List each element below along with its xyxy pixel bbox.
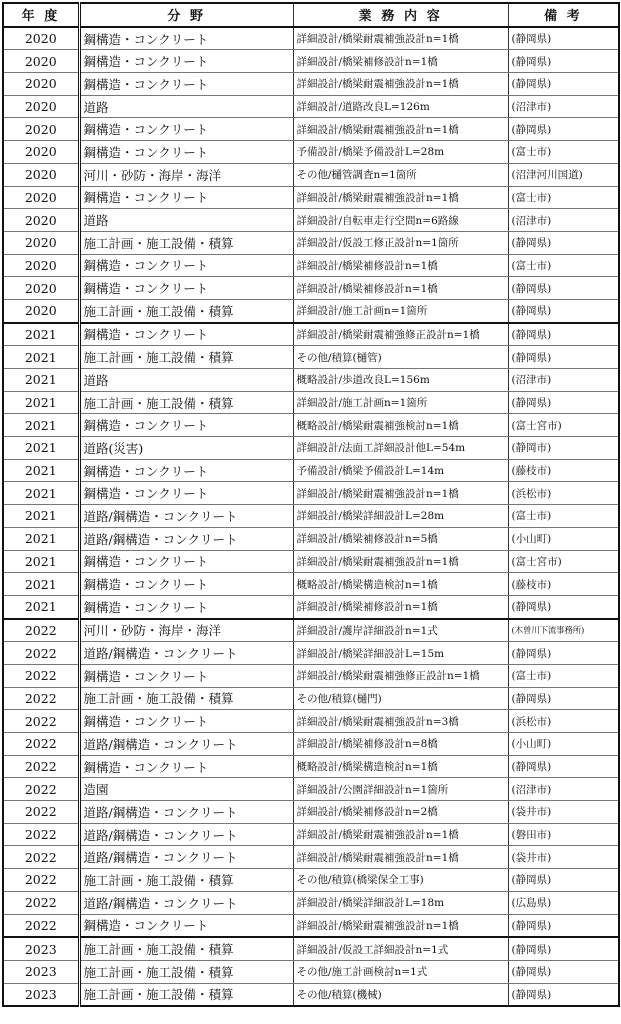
work-cell: 詳細設計/橋梁詳細設計L=18m (293, 891, 508, 914)
table-row (3, 73, 619, 96)
table-row (3, 823, 619, 846)
field-cell: 鋼構造・コンクリート (79, 755, 293, 778)
note-cell: (磐田市) (508, 823, 619, 846)
table-row (3, 186, 619, 209)
work-cell: その他/積算(機械) (293, 983, 508, 1006)
year-cell: 2022 (3, 664, 79, 687)
year-cell: 2020 (3, 186, 79, 209)
year-cell: 2022 (3, 710, 79, 733)
table-row (3, 459, 619, 482)
note-cell: (沼津市) (508, 778, 619, 801)
year-cell: 2020 (3, 50, 79, 73)
work-cell: 詳細設計/橋梁耐震補強設計n=1橋 (293, 846, 508, 869)
note-cell: (沼津市) (508, 95, 619, 118)
year-cell: 2021 (3, 391, 79, 414)
work-cell: 予備設計/橋梁予備設計L=14m (293, 459, 508, 482)
field-cell: 河川・砂防・海岸・海洋 (79, 619, 293, 642)
table-row (3, 595, 619, 618)
work-cell: 予備設計/橋梁予備設計L=28m (293, 141, 508, 164)
work-cell: 詳細設計/橋梁補修設計n=8橋 (293, 733, 508, 756)
field-cell: 道路/鋼構造・コンクリート (79, 527, 293, 550)
field-cell: 施工計画・施工設備・積算 (79, 983, 293, 1006)
table-row (3, 527, 619, 550)
year-cell: 2020 (3, 95, 79, 118)
field-cell: 道路/鋼構造・コンクリート (79, 801, 293, 824)
note-cell: (静岡県) (508, 299, 619, 322)
year-cell: 2020 (3, 254, 79, 277)
field-cell: 施工計画・施工設備・積算 (79, 391, 293, 414)
work-cell: 詳細設計/橋梁耐震補強設計n=3橋 (293, 710, 508, 733)
note-cell: (富士宮市) (508, 550, 619, 573)
note-cell: (小山町) (508, 527, 619, 550)
note-cell: (静岡県) (508, 27, 619, 50)
table-row (3, 95, 619, 118)
year-cell: 2022 (3, 823, 79, 846)
table-row (3, 323, 619, 346)
note-cell: (沼津市) (508, 209, 619, 232)
year-cell: 2021 (3, 414, 79, 437)
field-cell: 鋼構造・コンクリート (79, 459, 293, 482)
field-cell: 道路 (79, 95, 293, 118)
field-cell: 鋼構造・コンクリート (79, 323, 293, 346)
note-cell: (静岡県) (508, 73, 619, 96)
year-cell: 2021 (3, 595, 79, 618)
field-cell: 道路/鋼構造・コンクリート (79, 505, 293, 528)
table-row (3, 163, 619, 186)
table-row (3, 869, 619, 892)
field-cell: 施工計画・施工設備・積算 (79, 869, 293, 892)
note-cell: (富士市) (508, 505, 619, 528)
field-cell: 鋼構造・コンクリート (79, 550, 293, 573)
year-cell: 2023 (3, 983, 79, 1006)
work-cell: 詳細設計/施工計画n=1箇所 (293, 391, 508, 414)
year-cell: 2022 (3, 891, 79, 914)
year-cell: 2021 (3, 573, 79, 596)
work-cell: 詳細設計/橋梁耐震補強設計n=1橋 (293, 914, 508, 937)
table-row (3, 778, 619, 801)
note-cell: (静岡県) (508, 277, 619, 300)
table-row (3, 141, 619, 164)
year-cell: 2022 (3, 642, 79, 665)
table-row (3, 209, 619, 232)
year-cell: 2021 (3, 323, 79, 346)
year-cell: 2020 (3, 163, 79, 186)
work-cell: その他/樋管調査n=1箇所 (293, 163, 508, 186)
year-cell: 2020 (3, 299, 79, 322)
table-row (3, 231, 619, 254)
year-cell: 2021 (3, 346, 79, 369)
field-cell: 河川・砂防・海岸・海洋 (79, 163, 293, 186)
work-cell: 詳細設計/橋梁詳細設計L=15m (293, 642, 508, 665)
note-cell: (袋井市) (508, 846, 619, 869)
header-field: 分 野 (79, 3, 293, 27)
note-cell: (浜松市) (508, 710, 619, 733)
table-row (3, 27, 619, 50)
field-cell: 施工計画・施工設備・積算 (79, 960, 293, 983)
field-cell: 鋼構造・コンクリート (79, 118, 293, 141)
field-cell: 道路/鋼構造・コンクリート (79, 642, 293, 665)
field-cell: 鋼構造・コンクリート (79, 186, 293, 209)
year-cell: 2021 (3, 437, 79, 460)
field-cell: 造園 (79, 778, 293, 801)
work-cell: 詳細設計/橋梁耐震補強修正設計n=1橋 (293, 664, 508, 687)
table-row (3, 505, 619, 528)
year-cell: 2022 (3, 687, 79, 710)
work-cell: 詳細設計/橋梁耐震補強修正設計n=1橋 (293, 323, 508, 346)
note-cell: (静岡県) (508, 937, 619, 960)
header-work: 業 務 内 容 (293, 3, 508, 27)
note-cell: (富士市) (508, 141, 619, 164)
year-cell: 2020 (3, 27, 79, 50)
year-cell: 2020 (3, 141, 79, 164)
year-cell: 2020 (3, 277, 79, 300)
work-cell: 概略設計/橋梁構造検討n=1橋 (293, 573, 508, 596)
year-cell: 2021 (3, 505, 79, 528)
field-cell: 施工計画・施工設備・積算 (79, 231, 293, 254)
note-cell: (富士宮市) (508, 414, 619, 437)
field-cell: 鋼構造・コンクリート (79, 27, 293, 50)
note-cell: (木曽川下流事務所) (508, 619, 619, 642)
year-cell: 2023 (3, 960, 79, 983)
work-cell: 詳細設計/自転車走行空間n=6路線 (293, 209, 508, 232)
field-cell: 施工計画・施工設備・積算 (79, 299, 293, 322)
table-row (3, 937, 619, 960)
field-cell: 鋼構造・コンクリート (79, 254, 293, 277)
field-cell: 鋼構造・コンクリート (79, 573, 293, 596)
table-row (3, 619, 619, 642)
field-cell: 道路/鋼構造・コンクリート (79, 733, 293, 756)
table-row (3, 710, 619, 733)
note-cell: (静岡県) (508, 346, 619, 369)
work-cell: 詳細設計/橋梁耐震補強設計n=1橋 (293, 482, 508, 505)
year-cell: 2022 (3, 778, 79, 801)
table-row (3, 664, 619, 687)
work-cell: 詳細設計/法面工詳細設計他L=54m (293, 437, 508, 460)
note-cell: (沼津河川国道) (508, 163, 619, 186)
note-cell: (袋井市) (508, 801, 619, 824)
year-cell: 2021 (3, 369, 79, 392)
work-cell: 詳細設計/橋梁耐震補強設計n=1橋 (293, 118, 508, 141)
field-cell: 鋼構造・コンクリート (79, 277, 293, 300)
table-row (3, 50, 619, 73)
table-row (3, 573, 619, 596)
note-cell: (静岡県) (508, 642, 619, 665)
note-cell: (静岡県) (508, 391, 619, 414)
field-cell: 鋼構造・コンクリート (79, 50, 293, 73)
note-cell: (藤枝市) (508, 573, 619, 596)
work-cell: 詳細設計/公園詳細設計n=1箇所 (293, 778, 508, 801)
note-cell: (静岡県) (508, 869, 619, 892)
field-cell: 道路(災害) (79, 437, 293, 460)
table-row (3, 755, 619, 778)
work-cell: 詳細設計/橋梁耐震補強設計n=1橋 (293, 823, 508, 846)
work-cell: その他/積算(橋梁保全工事) (293, 869, 508, 892)
year-cell: 2021 (3, 527, 79, 550)
work-cell: 詳細設計/橋梁耐震補強設計n=1橋 (293, 27, 508, 50)
field-cell: 道路/鋼構造・コンクリート (79, 823, 293, 846)
work-cell: 詳細設計/橋梁補修設計n=1橋 (293, 595, 508, 618)
work-cell: 詳細設計/橋梁耐震補強設計n=1橋 (293, 186, 508, 209)
work-cell: 詳細設計/橋梁詳細設計L=28m (293, 505, 508, 528)
year-cell: 2022 (3, 733, 79, 756)
year-cell: 2020 (3, 73, 79, 96)
work-cell: その他/積算(樋門) (293, 687, 508, 710)
note-cell: (静岡県) (508, 960, 619, 983)
year-cell: 2022 (3, 755, 79, 778)
work-cell: 詳細設計/橋梁補修設計n=1橋 (293, 254, 508, 277)
note-cell: (静岡県) (508, 50, 619, 73)
note-cell: (浜松市) (508, 482, 619, 505)
record-body (3, 27, 619, 1007)
table-row (3, 550, 619, 573)
note-cell: (小山町) (508, 733, 619, 756)
work-cell: その他/積算(樋管) (293, 346, 508, 369)
work-cell: 詳細設計/橋梁補修設計n=1橋 (293, 50, 508, 73)
field-cell: 道路/鋼構造・コンクリート (79, 846, 293, 869)
table-row (3, 891, 619, 914)
work-cell: 詳細設計/施工計画n=1箇所 (293, 299, 508, 322)
table-row (3, 254, 619, 277)
work-cell: 詳細設計/橋梁補修設計n=5橋 (293, 527, 508, 550)
note-cell: (静岡市) (508, 437, 619, 460)
note-cell: (富士市) (508, 186, 619, 209)
work-cell: 詳細設計/橋梁耐震補強設計n=1橋 (293, 550, 508, 573)
note-cell: (静岡県) (508, 983, 619, 1006)
note-cell: (広島県) (508, 891, 619, 914)
header-note: 備 考 (508, 3, 619, 27)
table-row (3, 983, 619, 1006)
table-row (3, 437, 619, 460)
work-cell: 詳細設計/仮設工詳細設計n=1式 (293, 937, 508, 960)
work-cell: 概略設計/橋梁耐震補強検討n=1橋 (293, 414, 508, 437)
work-cell: 詳細設計/橋梁耐震補強設計n=1橋 (293, 73, 508, 96)
project-record-sheet (2, 2, 620, 1007)
field-cell: 鋼構造・コンクリート (79, 710, 293, 733)
field-cell: 鋼構造・コンクリート (79, 482, 293, 505)
header-year: 年 度 (3, 3, 79, 27)
note-cell: (静岡県) (508, 595, 619, 618)
header-row (3, 3, 619, 27)
work-cell: その他/施工計画検討n=1式 (293, 960, 508, 983)
table-row (3, 277, 619, 300)
year-cell: 2020 (3, 231, 79, 254)
work-cell: 詳細設計/仮設工修正設計n=1箇所 (293, 231, 508, 254)
table-row (3, 118, 619, 141)
work-cell: 詳細設計/護岸詳細設計n=1式 (293, 619, 508, 642)
table-row (3, 346, 619, 369)
work-cell: 詳細設計/道路改良L=126m (293, 95, 508, 118)
field-cell: 鋼構造・コンクリート (79, 664, 293, 687)
note-cell: (静岡県) (508, 231, 619, 254)
field-cell: 鋼構造・コンクリート (79, 595, 293, 618)
year-cell: 2022 (3, 801, 79, 824)
field-cell: 施工計画・施工設備・積算 (79, 937, 293, 960)
field-cell: 鋼構造・コンクリート (79, 414, 293, 437)
note-cell: (静岡県) (508, 323, 619, 346)
field-cell: 道路/鋼構造・コンクリート (79, 891, 293, 914)
field-cell: 鋼構造・コンクリート (79, 914, 293, 937)
table-row (3, 391, 619, 414)
year-cell: 2021 (3, 459, 79, 482)
field-cell: 道路 (79, 209, 293, 232)
note-cell: (静岡県) (508, 118, 619, 141)
table-row (3, 960, 619, 983)
year-cell: 2021 (3, 550, 79, 573)
table-row (3, 642, 619, 665)
note-cell: (富士市) (508, 254, 619, 277)
year-cell: 2020 (3, 118, 79, 141)
field-cell: 道路 (79, 369, 293, 392)
table-row (3, 414, 619, 437)
year-cell: 2022 (3, 869, 79, 892)
note-cell: (静岡県) (508, 755, 619, 778)
table-row (3, 369, 619, 392)
work-cell: 詳細設計/橋梁補修設計n=1橋 (293, 277, 508, 300)
year-cell: 2022 (3, 619, 79, 642)
field-cell: 施工計画・施工設備・積算 (79, 687, 293, 710)
work-cell: 詳細設計/橋梁補修設計n=2橋 (293, 801, 508, 824)
table-row (3, 482, 619, 505)
note-cell: (沼津市) (508, 369, 619, 392)
table-row (3, 687, 619, 710)
note-cell: (藤枝市) (508, 459, 619, 482)
table-row (3, 299, 619, 322)
year-cell: 2021 (3, 482, 79, 505)
year-cell: 2022 (3, 914, 79, 937)
project-record-table (2, 2, 620, 1007)
table-row (3, 801, 619, 824)
work-cell: 概略設計/歩道改良L=156m (293, 369, 508, 392)
table-row (3, 733, 619, 756)
note-cell: (静岡県) (508, 687, 619, 710)
work-cell: 概略設計/橋梁構造検討n=1橋 (293, 755, 508, 778)
year-cell: 2023 (3, 937, 79, 960)
field-cell: 施工計画・施工設備・積算 (79, 346, 293, 369)
table-row (3, 914, 619, 937)
year-cell: 2022 (3, 846, 79, 869)
table-row (3, 846, 619, 869)
field-cell: 鋼構造・コンクリート (79, 73, 293, 96)
year-cell: 2020 (3, 209, 79, 232)
note-cell: (静岡県) (508, 914, 619, 937)
field-cell: 鋼構造・コンクリート (79, 141, 293, 164)
note-cell: (富士市) (508, 664, 619, 687)
